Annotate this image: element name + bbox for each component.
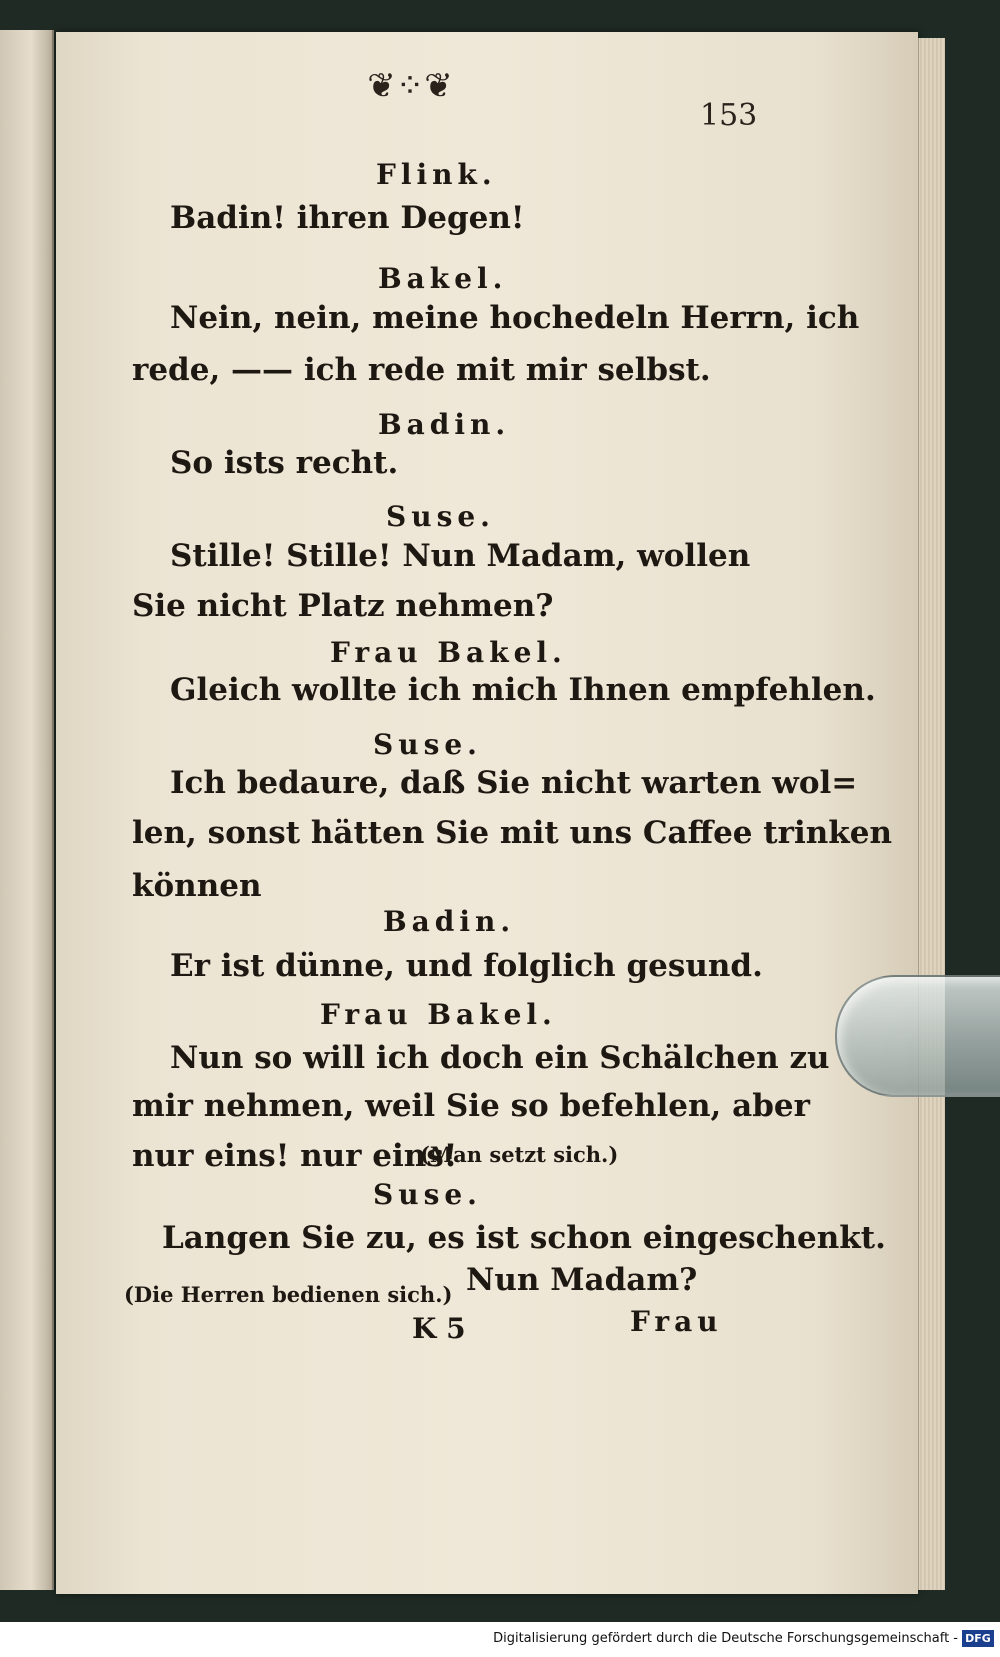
text-line: können — [132, 868, 262, 904]
text-line: Gleich wollte ich mich Ihnen empfehlen. — [170, 672, 876, 708]
signature-mark: K 5 — [412, 1312, 466, 1345]
speaker-label: Badin. — [378, 408, 511, 441]
text-line: Nein, nein, meine hochedeln Herrn, ich — [170, 300, 860, 336]
text-line: Nun Madam? — [466, 1262, 698, 1298]
page-clip — [835, 975, 1000, 1097]
page-stack-edge — [918, 38, 945, 1590]
catchword: Frau — [630, 1305, 723, 1338]
speaker-label: Badin. — [383, 905, 516, 938]
text-line: rede, —— ich rede mit mir selbst. — [132, 352, 711, 388]
footer-bar — [0, 1622, 1000, 1657]
speaker-label: Frau Bakel. — [320, 998, 557, 1031]
text-line: mir nehmen, weil Sie so befehlen, aber — [132, 1088, 810, 1124]
header-ornament: ❦⁘❦ — [367, 66, 453, 106]
speaker-label: Flink. — [376, 158, 497, 191]
dfg-logo: DFG — [962, 1630, 994, 1647]
speaker-label: Suse. — [386, 500, 495, 533]
stage-direction: (Man setzt sich.) — [420, 1142, 619, 1167]
speaker-label: Suse. — [373, 1178, 482, 1211]
page-number: 153 — [700, 98, 758, 133]
text-line: Sie nicht Platz nehmen? — [132, 588, 554, 624]
text-line: nur eins! nur eins! — [132, 1138, 458, 1174]
text-line: Stille! Stille! Nun Madam, wollen — [170, 538, 751, 574]
left-page-edge — [0, 30, 54, 1590]
text-line: Langen Sie zu, es ist schon eingeschenkt. — [162, 1220, 886, 1256]
text-line: Ich bedaure, daß Sie nicht warten wol= — [170, 765, 858, 801]
text-line: Nun so will ich doch ein Schälchen zu — [170, 1040, 830, 1076]
text-line: len, sonst hätten Sie mit uns Caffee trinken — [132, 815, 893, 851]
footer-credit: Digitalisierung gefördert durch die Deutsche Forschungsgemeinschaft - — [493, 1631, 958, 1646]
text-line: Badin! ihren Degen! — [170, 200, 525, 236]
speaker-label: Suse. — [373, 728, 482, 761]
speaker-label: Bakel. — [378, 262, 508, 295]
stage-direction: (Die Herren bedienen sich.) — [124, 1282, 453, 1307]
text-line: So ists recht. — [170, 445, 399, 481]
text-line: Er ist dünne, und folglich gesund. — [170, 948, 763, 984]
speaker-label: Frau Bakel. — [330, 636, 567, 669]
